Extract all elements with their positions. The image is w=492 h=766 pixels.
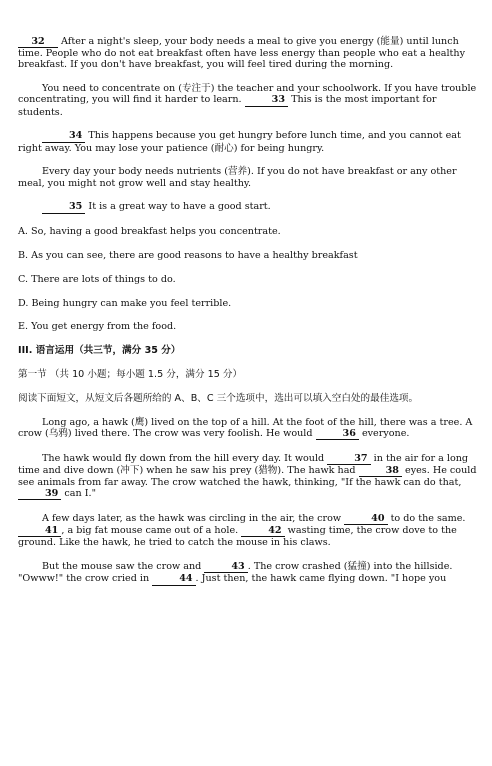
passage2-p2-text-c: eyes. He could see animals from far away. The crow watched the hawk, thinking, "If the hawk can do that,	[18, 464, 477, 488]
passage2-paragraph-3	[18, 513, 478, 549]
passage1-p1-text: After a night's sleep, your body needs a meal to give you energy (能量) until lunch time. People who do not eat breakfast often have less energy than people who eat a healthy breakfast. If you don't have breakfast, you will feel tired during the morning.	[18, 36, 465, 71]
passage2-paragraph-2	[18, 453, 478, 501]
section-part: 第一节 （共 10 小题；每小题 1.5 分，满分 15 分）	[18, 368, 243, 380]
blank-37: 37	[327, 453, 370, 465]
blank-38: 38	[359, 465, 402, 477]
passage1-p5-text: It is a great way to have a good start.	[85, 201, 271, 213]
passage2-p4-text-a: But the mouse saw the crow and	[42, 561, 205, 573]
passage1-p3-text: This happens because you get hungry before lunch time, and you cannot eat right away. You may lose your patience (耐心) for being hungry.	[18, 130, 461, 154]
blank-43: 43	[204, 561, 247, 573]
passage1-paragraph-3	[18, 130, 478, 153]
passage1-paragraph-1	[18, 36, 478, 71]
section-title: III. 语言运用（共三节，满分 35 分）	[18, 345, 181, 357]
blank-42: 42	[241, 525, 284, 537]
section-instruction: 阅读下面短文，从短文后各题所给的 A、B、C 三个选项中，选出可以填入空白处的最佳选项。	[18, 392, 419, 404]
passage2-p3-text-b: to do the same.	[387, 512, 466, 524]
blank-41: 41	[18, 525, 61, 537]
passage2-p2-text-d: can I."	[61, 488, 96, 500]
passage2-p4-text-c: . Just then, the hawk came flying down. "I hope you	[195, 573, 447, 585]
blank-36: 36	[316, 428, 359, 440]
passage1-p2-text-a: You need to concentrate on (专注于) the teacher and your schoolwork. If you have trouble concentrating, you will find it harder to learn.	[18, 83, 477, 106]
blank-33: 33	[245, 94, 288, 106]
passage2-p3-text-d: wasting time, the crow dove to the ground. Like the hawk, he tried to catch the mouse in his claws.	[18, 525, 457, 549]
passage2-p3-text-c: , a big fat mouse came out of a hole.	[61, 525, 242, 537]
option-d: D. Being hungry can make you feel terrible.	[18, 297, 232, 309]
passage2-p2-text-b: in the air for a long time and dive down (冲下) when he saw his prey (猎物). The hawk had	[18, 452, 469, 476]
document-page	[18, 36, 478, 598]
blank-44: 44	[152, 573, 195, 585]
passage2-p2-text-a: The hawk would fly down from the hill every day. It would	[42, 452, 328, 464]
blank-32: 32	[18, 36, 58, 48]
passage2-paragraph-1	[18, 417, 478, 440]
passage2-p4-text-b: . The crow crashed (猛撞) into the hillside. "Owww!" the crow cried in	[18, 561, 453, 585]
option-e: E. You get energy from the food.	[18, 321, 177, 333]
passage2-p1-text-a: Long ago, a hawk (鹰) lived on the top of a hill. At the foot of the hill, there was a tree. A crow (乌鸦) lived there. The crow was very foolish. He would	[18, 416, 473, 439]
option-a: A. So, having a good breakfast helps you concentrate.	[18, 226, 281, 238]
blank-39: 39	[18, 488, 61, 500]
passage2-p3-text-a: A few days later, as the hawk was circling in the air, the crow	[42, 512, 345, 524]
option-c: C. There are lots of things to do.	[18, 273, 176, 285]
passage1-paragraph-5	[18, 201, 478, 213]
blank-34: 34	[42, 130, 85, 142]
blank-40: 40	[344, 513, 387, 525]
passage2-p1-text-b: everyone.	[358, 427, 410, 439]
passage1-p4-text: Every day your body needs nutrients (营养). If you do not have breakfast or any other meal, you might not grow well and stay healthy.	[18, 166, 457, 189]
passage1-p2-text-b: This is the most important for students.	[18, 94, 437, 118]
passage2-paragraph-4	[18, 561, 478, 585]
option-b: B. As you can see, there are good reasons to have a healthy breakfast	[18, 250, 358, 261]
passage1-paragraph-2	[18, 83, 478, 118]
blank-35: 35	[42, 201, 85, 213]
passage1-paragraph-4	[18, 166, 478, 188]
